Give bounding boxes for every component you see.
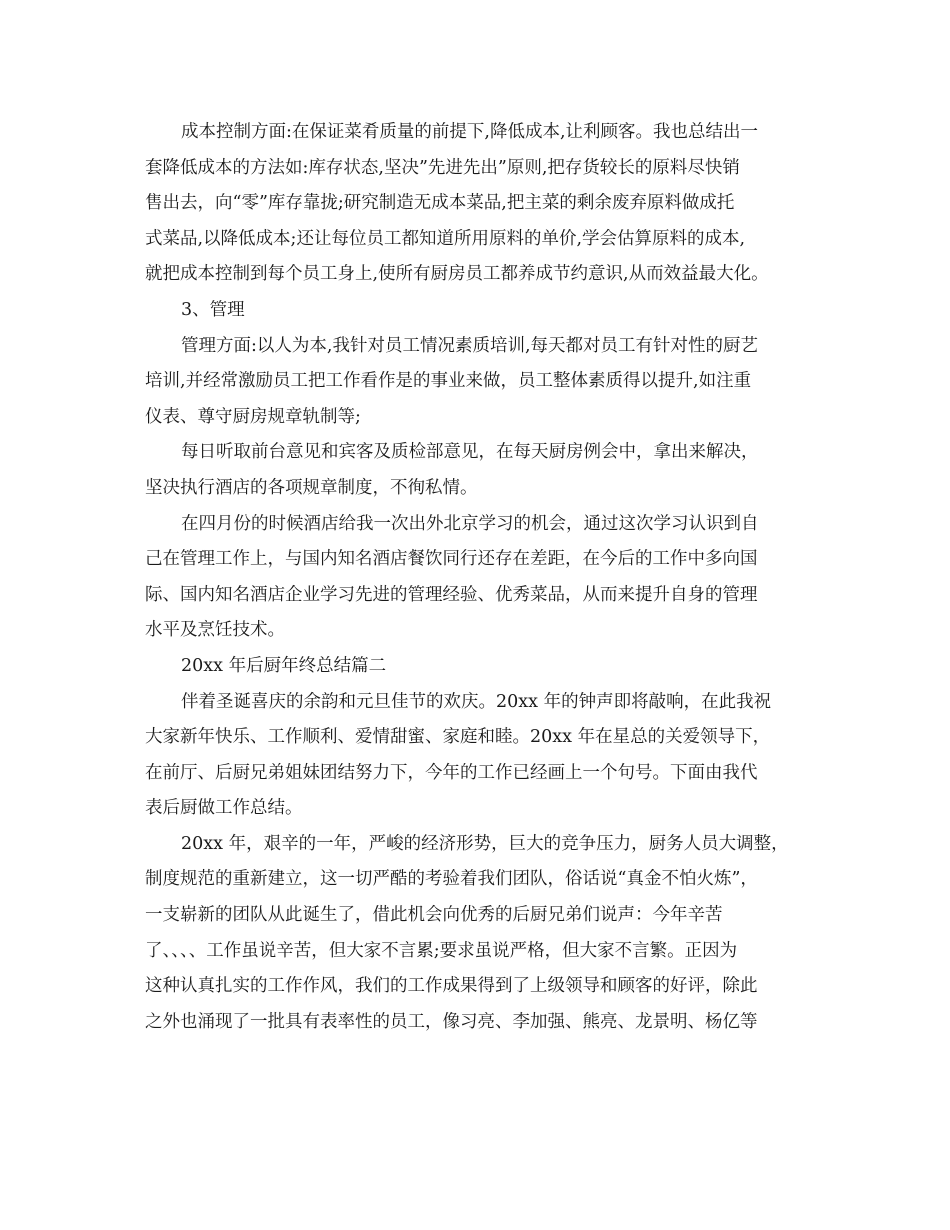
text-line: 伴着圣诞喜庆的余韵和元旦佳节的欢庆。20xx 年的钟声即将敲响，在此我祝 (181, 691, 772, 712)
text-line: 水平及烹饪技术。 (145, 620, 285, 641)
text-line: 己在管理工作上，与国内知名酒店餐饮同行还存在差距，在今后的工作中多向国 (145, 549, 758, 570)
text-line: 20xx 年，艰辛的一年，严峻的经济形势，巨大的竞争压力，厨务人员大调整， (181, 833, 789, 854)
text-line: 每日听取前台意见和宾客及质检部意见，在每天厨房例会中，拿出来解决， (181, 442, 759, 463)
text-line: 表后厨做工作总结。 (145, 798, 303, 819)
section-title: 20xx 年后厨年终总结篇二 (181, 655, 387, 676)
text-line: 之外也涌现了一批具有表率性的员工，像习亮、李加强、熊亮、龙景明、杨亿等 (145, 1011, 758, 1032)
text-line: 管理方面:以人为本,我针对员工情况素质培训,每天都对员工有针对性的厨艺 (181, 335, 759, 356)
text-line: 大家新年快乐、工作顺利、爱情甜蜜、家庭和睦。20xx 年在星总的关爱领导下， (145, 727, 771, 748)
text-line: 就把成本控制到每个员工身上,使所有厨房员工都养成节约意识,从而效益最大化。 (145, 264, 769, 285)
text-line: 在四月份的时候酒店给我一次出外北京学习的机会，通过这次学习认识到自 (181, 513, 759, 534)
text-line: 培训,并经常激励员工把工作看作是的事业来做，员工整体素质得以提升,如注重 (145, 371, 752, 392)
text-line: 这种认真扎实的工作作风，我们的工作成果得到了上级领导和顾客的好评，除此 (145, 976, 758, 997)
document-body (145, 115, 810, 1040)
text-line: 成本控制方面:在保证菜肴质量的前提下,降低成本,让利顾客。我也总结出一 (181, 122, 759, 142)
text-line: 套降低成本的方法如:库存状态,坚决”先进先出”原则,把存货较长的原料尽快销 (145, 157, 740, 178)
text-line: 坚决执行酒店的各项规章制度，不徇私情。 (145, 477, 478, 498)
text-line: 制度规范的重新建立，这一切严酷的考验着我们团队，俗话说“真金不怕火炼”， (145, 869, 758, 890)
section-heading: 3、管理 (181, 299, 245, 320)
text-line: 仪表、尊守厨房规章轨制等; (145, 406, 361, 427)
text-line: 式菜品,以降低成本;还让每位员工都知道所用原料的单价,学会估算原料的成本, (145, 228, 746, 249)
text-line: 一支崭新的团队从此诞生了，借此机会向优秀的后厨兄弟们说声：今年辛苦 (145, 905, 723, 926)
text-line: 在前厅、后厨兄弟姐妹团结努力下，今年的工作已经画上一个句号。下面由我代 (145, 762, 758, 783)
text-line: 了、、、、工作虽说辛苦，但大家不言累;要求虽说严格，但大家不言繁。正因为 (145, 940, 738, 961)
text-line: 售出去，向“零”库存靠拢;研究制造无成本菜品,把主菜的剩余废弃原料做成托 (145, 193, 735, 214)
text-line: 际、国内知名酒店企业学习先进的管理经验、优秀菜品，从而来提升自身的管理 (145, 584, 758, 605)
